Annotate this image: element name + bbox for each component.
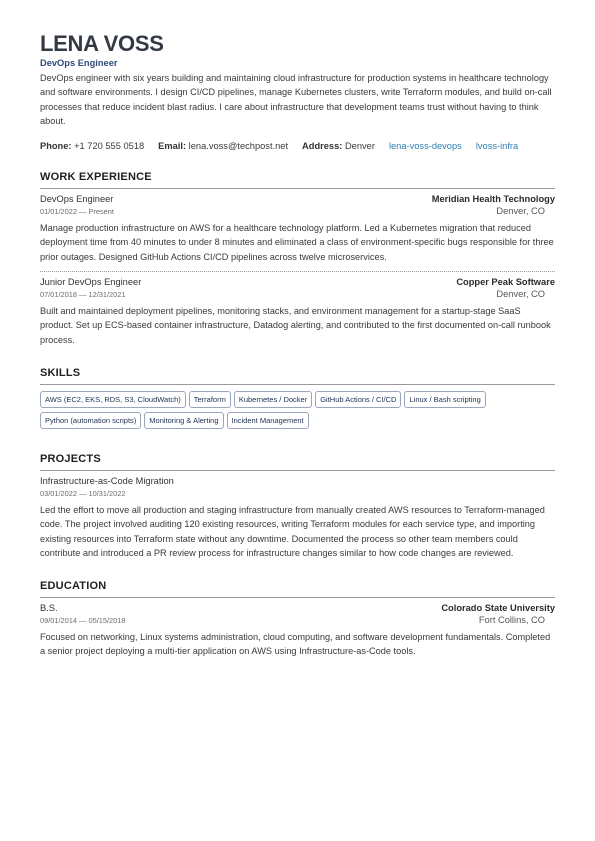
skill-tag: Monitoring & Alerting <box>144 412 223 429</box>
candidate-name: LENA VOSS <box>40 31 164 56</box>
job-dates: 01/01/2022 — Present <box>40 207 114 217</box>
skill-tag: AWS (EC2, EKS, RDS, S3, CloudWatch) <box>40 391 186 408</box>
employer-name: Meridian Health Technology <box>431 194 555 205</box>
professional-summary: DevOps engineer with six years building and maintaining cloud infrastructure for production systems in healthcare technology and software environments. I design CI/CD pipelines, manage Kubernetes clusters, write Terraform modules, and build on-call processes that reduce incident blast radius. I care about infrastructure that development teams trust without having to think about. <box>40 73 552 126</box>
address-value: Denver <box>344 141 375 152</box>
resume-header <box>40 31 555 128</box>
school-name: Colorado State University <box>441 603 555 614</box>
project-dates: 03/01/2022 — 10/31/2022 <box>40 488 126 498</box>
address-label: Address: <box>302 141 343 152</box>
job-description: Manage production infrastructure on AWS for a healthcare technology platform. Led a Kubernetes migration that reduced deployment time from 40 minutes to under 8 minutes and eliminated a class of environment-specific bugs responsible for three prior outages. Designed GitHub Actions CI/CD pipelines across twelve microservices. <box>40 223 554 262</box>
candidate-title: DevOps Engineer <box>40 58 118 68</box>
email-value: lena.voss@techpost.net <box>188 141 289 152</box>
education-dates: 09/01/2014 — 05/15/2018 <box>40 616 126 626</box>
education-entry <box>40 598 555 659</box>
section-heading: WORK EXPERIENCE <box>40 171 555 189</box>
section-heading: EDUCATION <box>40 580 555 598</box>
education-description: Focused on networking, Linux systems administration, cloud computing, and software development fundamentals. Completed a senior project deploying a multi-tier application on AWS using Infrastructure-as-Code tools. <box>40 632 551 657</box>
degree: B.S. <box>40 603 58 614</box>
employer-name: Copper Peak Software <box>456 277 555 288</box>
profile-link[interactable]: lvoss-infra <box>475 141 519 152</box>
education-section <box>40 580 555 659</box>
work-experience-section <box>40 171 555 347</box>
job-role: Junior DevOps Engineer <box>40 277 142 288</box>
skill-tag: GitHub Actions / CI/CD <box>315 391 401 408</box>
skill-tag: Incident Management <box>227 412 309 429</box>
contact-phone <box>40 141 144 151</box>
project-entry <box>40 471 555 560</box>
job-description: Built and maintained deployment pipelines, monitoring stacks, and environment management for a startup-stage SaaS product. Set up ECS-based container infrastructure, Datadog alerting, and contributed to the first documented on-call runbook process. <box>40 306 551 345</box>
job-role: DevOps Engineer <box>40 194 114 205</box>
projects-section <box>40 453 555 560</box>
skill-tag: Terraform <box>189 391 231 408</box>
contact-email <box>158 141 288 151</box>
project-description: Led the effort to move all production and staging infrastructure from manually created AWS resources to Terraform-managed code. The project involved auditing 120 existing resources, writing Terraform modules for each service type, and importing existing resources into Terraform state without any downtime. Documented the process so other team members could contribute and introduced a PR review process for infrastructure changes similar to how code changes are reviewed. <box>40 504 545 558</box>
project-name: Infrastructure-as-Code Migration <box>40 475 174 486</box>
work-entry <box>40 189 555 264</box>
contact-bar <box>40 141 555 151</box>
work-entry <box>40 272 555 347</box>
contact-address <box>302 141 375 151</box>
phone-label: Phone: <box>40 141 72 152</box>
school-location: Fort Collins, CO <box>478 615 545 626</box>
skill-tag: Python (automation scripts) <box>40 412 141 429</box>
skill-list <box>40 385 510 433</box>
job-location: Denver, CO <box>496 289 545 300</box>
skill-tag: Kubernetes / Docker <box>234 391 312 408</box>
profile-link[interactable]: lena-voss-devops <box>388 141 462 152</box>
section-heading: PROJECTS <box>40 453 555 471</box>
job-location: Denver, CO <box>496 206 545 217</box>
skill-tag: Linux / Bash scripting <box>404 391 485 408</box>
skills-section <box>40 367 555 433</box>
job-dates: 07/01/2018 — 12/31/2021 <box>40 290 126 300</box>
section-heading: SKILLS <box>40 367 555 385</box>
phone-value: +1 720 555 0518 <box>74 141 145 152</box>
email-label: Email: <box>158 141 187 152</box>
